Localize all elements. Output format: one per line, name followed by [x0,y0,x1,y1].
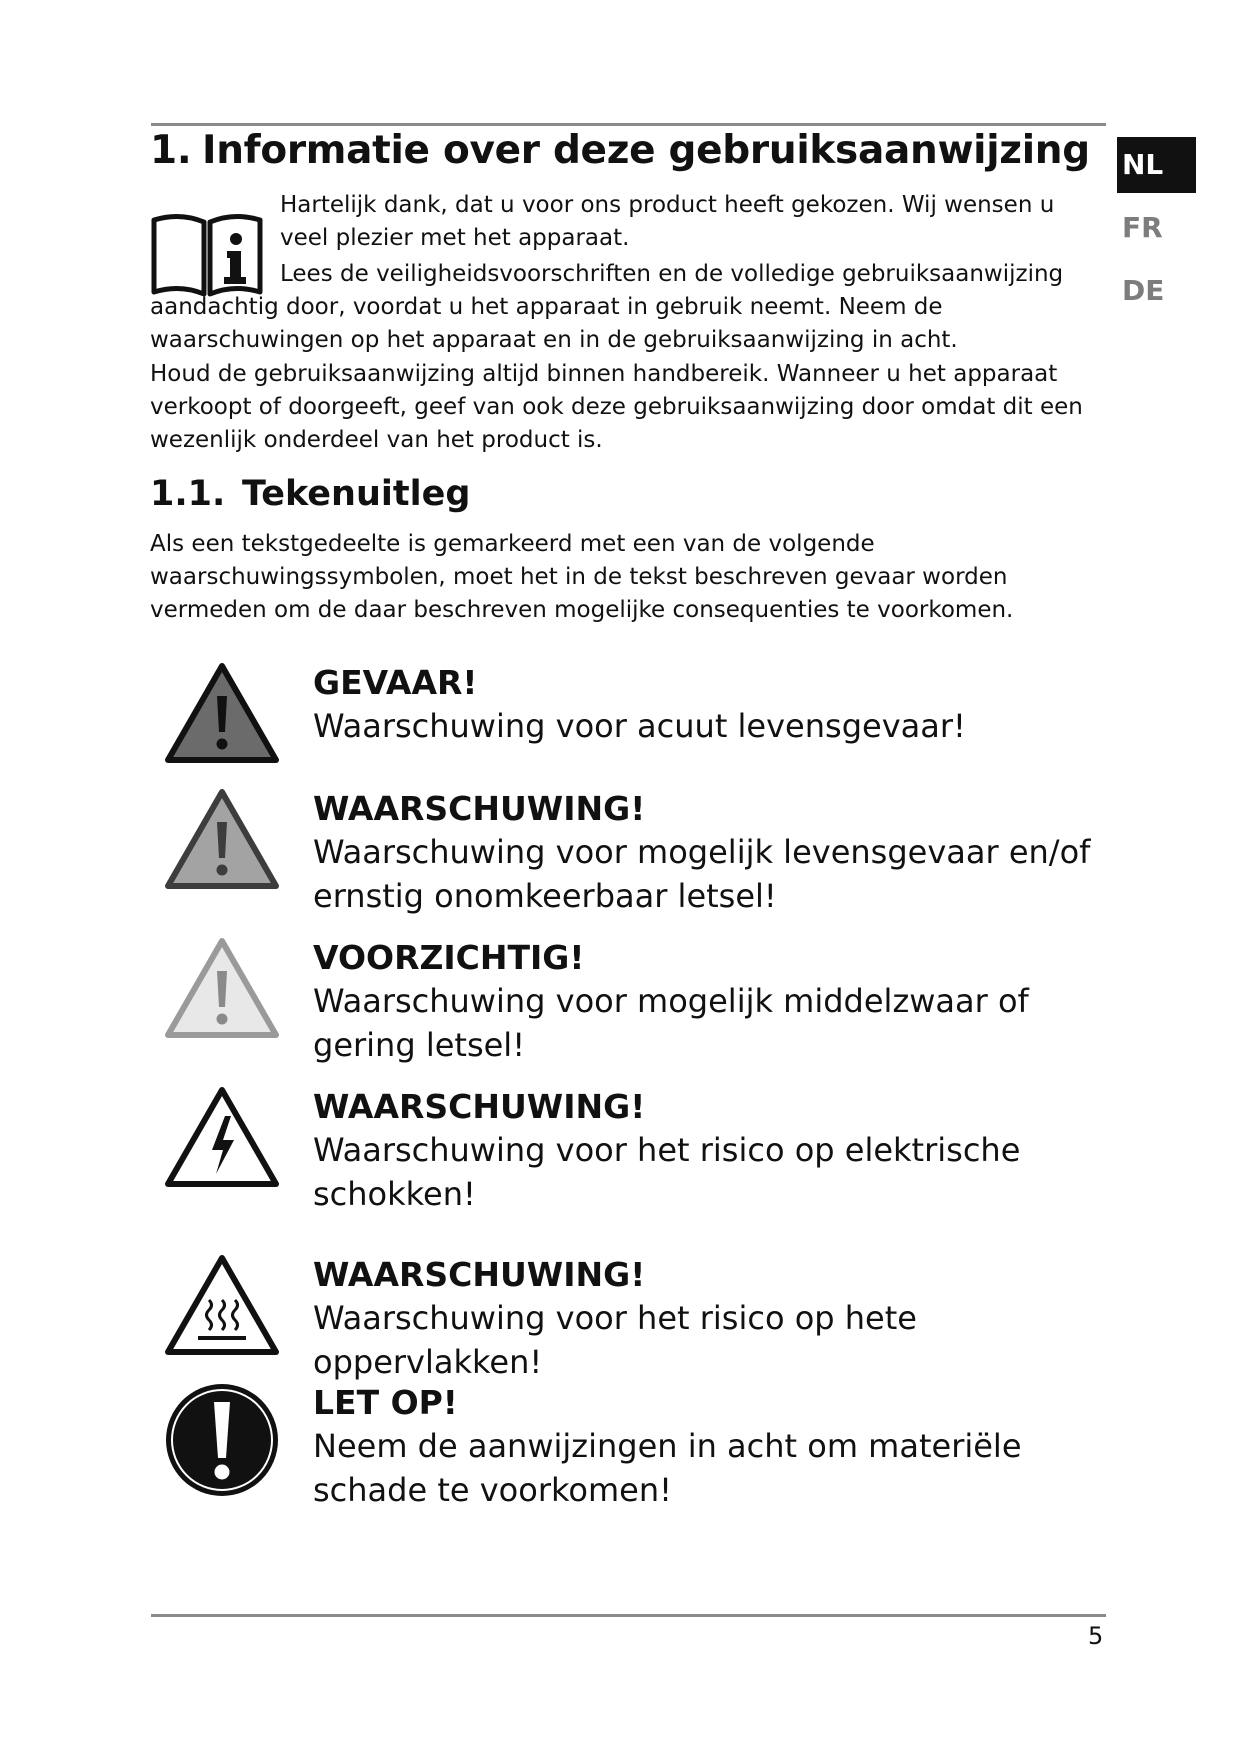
subsection-title [150,474,470,514]
language-tabs [1117,137,1196,326]
danger-triangle-icon [162,660,282,768]
sign-title: GEVAAR! [313,663,478,702]
lang-tab-nl[interactable]: NL [1117,137,1196,193]
sign-title: WAARSCHUWING! [313,1087,646,1126]
caution-triangle-icon [162,935,282,1043]
hot-surface-icon [162,1252,282,1360]
signs-intro: Als een tekstgedeelte is gemarkeerd met een van de volgende waarschuwingssymbolen, moet het in de tekst beschreven gevaar worden vermeden om de daar beschreven mogelijke consequenties te voorkomen. [150,531,1014,623]
sign-title: WAARSCHUWING! [313,789,646,828]
sign-item-warning [150,786,1110,926]
sign-description: Neem de aanwijzingen in acht om materiële schade te voorkomen! [313,1427,1022,1509]
subsection-title-text: Tekenuitleg [242,474,471,514]
lang-tab-fr[interactable]: FR [1122,211,1163,244]
sign-item-caution [150,935,1110,1075]
subsection-number: 1.1. [150,474,226,514]
sign-description: Waarschuwing voor acuut levensgevaar! [313,707,966,745]
top-rule [151,123,1106,126]
sign-description: Waarschuwing voor het risico op hete oppervlakken! [313,1299,917,1381]
page-number: 5 [1088,1622,1104,1650]
sign-item-attention [150,1380,1110,1520]
bottom-rule [151,1614,1106,1617]
section-number: 1. [150,128,192,173]
electric-shock-icon [162,1084,282,1192]
section-title-text: Informatie over deze gebruiksaanwijzing [202,128,1090,173]
sign-description: Waarschuwing voor mogelijk middelzwaar of gering letsel! [313,982,1029,1064]
section-title [150,128,1090,173]
sign-title: VOORZICHTIG! [313,938,585,977]
intro-paragraph-3: Houd de gebruiksaanwijzing altijd binnen handbereik. Wanneer u het apparaat verkoopt of doorgeeft, geef van ook deze gebruiksaanwijzing door omdat dit een wezenlijk onderdeel van het product is. [150,361,1083,453]
sign-description: Waarschuwing voor het risico op elektrische schokken! [313,1131,1021,1213]
intro-paragraph-1: Hartelijk dank, dat u voor ons product heeft gekozen. Wij wensen u veel plezier met het apparaat. [280,192,1055,251]
warning-triangle-icon [162,786,282,894]
lang-tab-de[interactable]: DE [1122,274,1165,307]
sign-title: LET OP! [313,1383,458,1422]
sign-title: WAARSCHUWING! [313,1255,646,1294]
attention-circle-icon [162,1380,282,1500]
intro-paragraph-2: Lees de veiligheidsvoorschriften en de volledige gebruiksaanwijzing aandachtig door, voordat u het apparaat in gebruik neemt. Neem de waarschuwingen op het apparaat en in de gebruiksaanwijzing in acht. [150,261,1064,353]
sign-item-danger [150,660,1110,800]
sign-item-hot-surface [150,1252,1110,1392]
sign-item-electric [150,1084,1110,1224]
sign-description: Waarschuwing voor mogelijk levensgevaar en/of ernstig onomkeerbaar letsel! [313,833,1091,915]
